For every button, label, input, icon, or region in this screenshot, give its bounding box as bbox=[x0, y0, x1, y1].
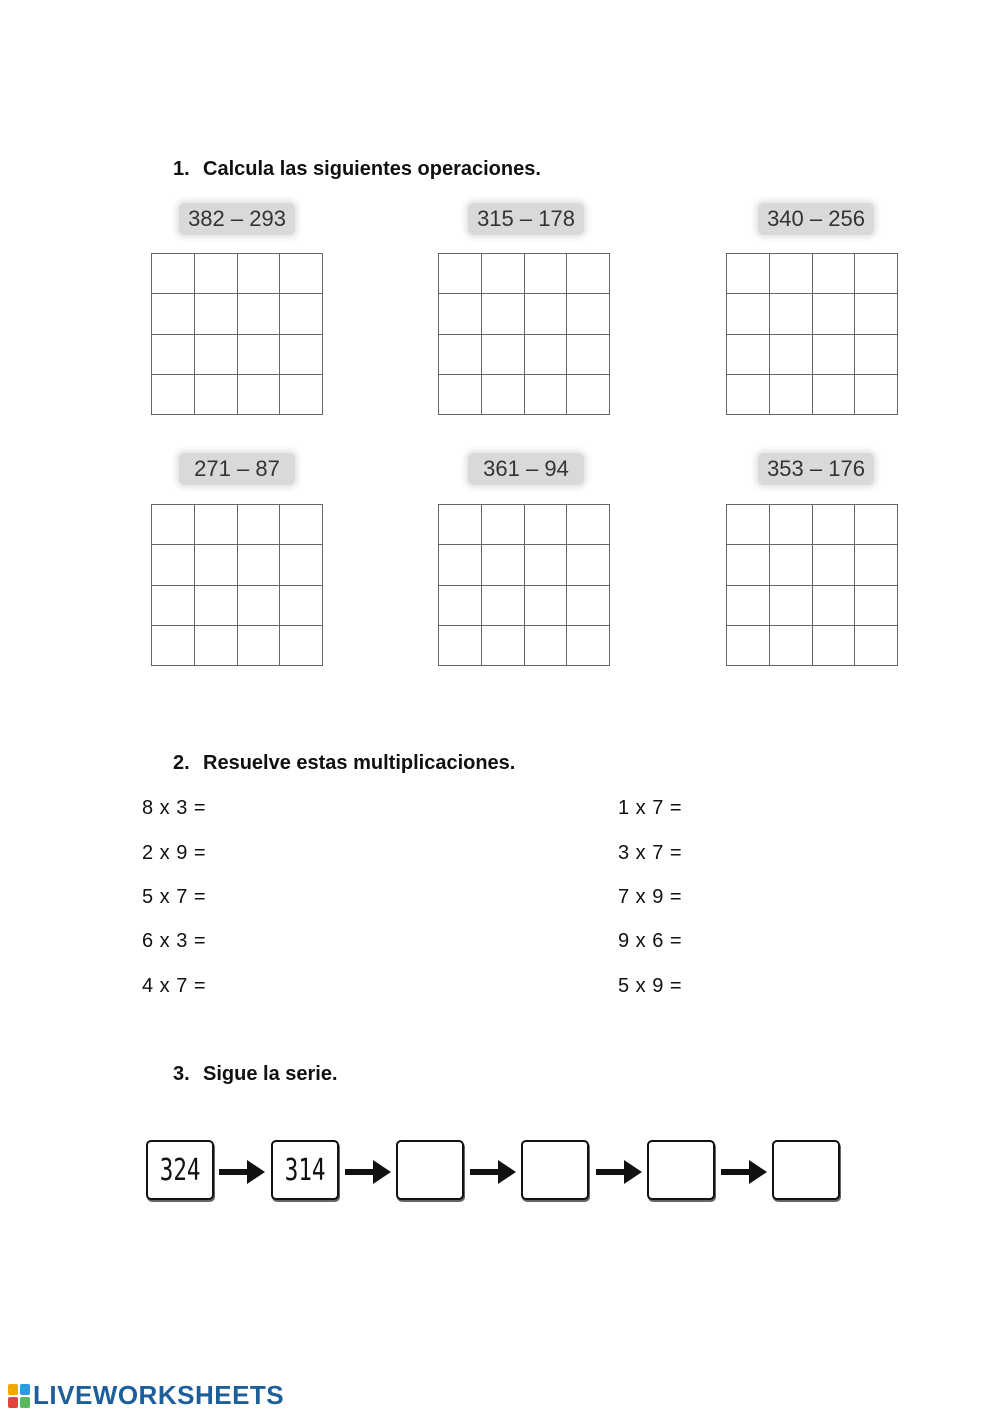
series-value: 324 bbox=[159, 1152, 201, 1188]
multiplication-item: 3 x 7 = bbox=[618, 842, 683, 864]
grid-cell[interactable] bbox=[525, 505, 568, 545]
grid-cell[interactable] bbox=[813, 505, 856, 545]
multiplication-item: 7 x 9 = bbox=[618, 886, 683, 908]
grid-cell[interactable] bbox=[195, 375, 238, 415]
arrow-right-icon bbox=[721, 1158, 769, 1186]
grid-cell[interactable] bbox=[813, 254, 856, 294]
grid-cell[interactable] bbox=[855, 254, 898, 294]
series-box-6[interactable] bbox=[772, 1140, 840, 1200]
grid-cell[interactable] bbox=[439, 586, 482, 626]
grid-cell[interactable] bbox=[727, 586, 770, 626]
grid-cell[interactable] bbox=[195, 626, 238, 666]
grid-cell[interactable] bbox=[567, 254, 610, 294]
grid-cell[interactable] bbox=[195, 586, 238, 626]
grid-cell[interactable] bbox=[195, 335, 238, 375]
series-box-3[interactable] bbox=[396, 1140, 464, 1200]
answer-grid-3[interactable] bbox=[726, 253, 898, 415]
grid-cell[interactable] bbox=[439, 545, 482, 585]
arrow-right-icon bbox=[219, 1158, 267, 1186]
grid-cell[interactable] bbox=[152, 375, 195, 415]
grid-cell[interactable] bbox=[567, 294, 610, 334]
grid-cell[interactable] bbox=[482, 505, 525, 545]
section-3-title: Sigue la serie. bbox=[203, 1063, 338, 1085]
grid-cell[interactable] bbox=[280, 545, 323, 585]
grid-cell[interactable] bbox=[195, 545, 238, 585]
grid-cell[interactable] bbox=[238, 545, 281, 585]
grid-cell[interactable] bbox=[152, 505, 195, 545]
section-1-number: 1. bbox=[173, 158, 190, 180]
answer-grid-4[interactable] bbox=[151, 504, 323, 666]
grid-cell[interactable] bbox=[813, 626, 856, 666]
grid-cell[interactable] bbox=[770, 294, 813, 334]
multiplication-item: 4 x 7 = bbox=[142, 975, 207, 997]
grid-cell[interactable] bbox=[727, 626, 770, 666]
grid-cell[interactable] bbox=[813, 294, 856, 334]
answer-grid-5[interactable] bbox=[438, 504, 610, 666]
grid-cell[interactable] bbox=[770, 254, 813, 294]
grid-cell[interactable] bbox=[280, 505, 323, 545]
arrow-right-icon bbox=[345, 1158, 393, 1186]
grid-cell[interactable] bbox=[727, 335, 770, 375]
series-value: 314 bbox=[284, 1152, 326, 1188]
grid-cell[interactable] bbox=[238, 626, 281, 666]
grid-cell[interactable] bbox=[482, 375, 525, 415]
section-1-title: Calcula las siguientes operaciones. bbox=[203, 158, 541, 180]
grid-cell[interactable] bbox=[727, 294, 770, 334]
grid-cell[interactable] bbox=[280, 586, 323, 626]
grid-cell[interactable] bbox=[195, 294, 238, 334]
grid-cell[interactable] bbox=[238, 505, 281, 545]
grid-cell[interactable] bbox=[727, 375, 770, 415]
answer-grid-6[interactable] bbox=[726, 504, 898, 666]
grid-cell[interactable] bbox=[439, 505, 482, 545]
grid-cell[interactable] bbox=[813, 335, 856, 375]
grid-cell[interactable] bbox=[727, 545, 770, 585]
operation-label-2: 315 – 178 bbox=[468, 203, 584, 235]
operation-label-5: 361 – 94 bbox=[468, 453, 584, 485]
answer-grid-1[interactable] bbox=[151, 253, 323, 415]
multiplication-item: 2 x 9 = bbox=[142, 842, 207, 864]
liveworksheets-logo-icon bbox=[8, 1384, 30, 1408]
grid-cell[interactable] bbox=[567, 375, 610, 415]
grid-cell[interactable] bbox=[238, 335, 281, 375]
series-box-4[interactable] bbox=[521, 1140, 589, 1200]
grid-cell[interactable] bbox=[439, 375, 482, 415]
series-box-5[interactable] bbox=[647, 1140, 715, 1200]
grid-cell[interactable] bbox=[238, 294, 281, 334]
multiplication-item: 9 x 6 = bbox=[618, 930, 683, 952]
grid-cell[interactable] bbox=[567, 586, 610, 626]
grid-cell[interactable] bbox=[567, 505, 610, 545]
grid-cell[interactable] bbox=[152, 586, 195, 626]
grid-cell[interactable] bbox=[567, 545, 610, 585]
grid-cell[interactable] bbox=[152, 626, 195, 666]
grid-cell[interactable] bbox=[727, 505, 770, 545]
grid-cell[interactable] bbox=[813, 586, 856, 626]
grid-cell[interactable] bbox=[770, 375, 813, 415]
grid-cell[interactable] bbox=[482, 545, 525, 585]
section-3-heading bbox=[173, 1063, 338, 1086]
grid-cell[interactable] bbox=[439, 626, 482, 666]
grid-cell[interactable] bbox=[152, 254, 195, 294]
grid-cell[interactable] bbox=[238, 586, 281, 626]
brand-name: LIVEWORKSHEETS bbox=[33, 1380, 285, 1410]
grid-cell[interactable] bbox=[280, 294, 323, 334]
grid-cell[interactable] bbox=[770, 335, 813, 375]
grid-cell[interactable] bbox=[482, 586, 525, 626]
multiplication-item: 6 x 3 = bbox=[142, 930, 207, 952]
operation-label-3: 340 – 256 bbox=[758, 203, 874, 235]
grid-cell[interactable] bbox=[855, 505, 898, 545]
answer-grid-2[interactable] bbox=[438, 253, 610, 415]
grid-cell[interactable] bbox=[855, 375, 898, 415]
operation-label-4: 271 – 87 bbox=[179, 453, 295, 485]
section-2-number: 2. bbox=[173, 752, 190, 774]
arrow-right-icon bbox=[596, 1158, 644, 1186]
grid-cell[interactable] bbox=[152, 545, 195, 585]
grid-cell[interactable] bbox=[482, 294, 525, 334]
grid-cell[interactable] bbox=[482, 254, 525, 294]
grid-cell[interactable] bbox=[855, 626, 898, 666]
grid-cell[interactable] bbox=[238, 254, 281, 294]
grid-cell[interactable] bbox=[770, 545, 813, 585]
grid-cell[interactable] bbox=[525, 335, 568, 375]
grid-cell[interactable] bbox=[525, 545, 568, 585]
grid-cell[interactable] bbox=[280, 375, 323, 415]
grid-cell[interactable] bbox=[770, 586, 813, 626]
grid-cell[interactable] bbox=[813, 375, 856, 415]
grid-cell[interactable] bbox=[280, 626, 323, 666]
section-3-number: 3. bbox=[173, 1063, 190, 1085]
grid-cell[interactable] bbox=[770, 626, 813, 666]
section-1-heading bbox=[173, 158, 541, 181]
grid-cell[interactable] bbox=[567, 626, 610, 666]
grid-cell[interactable] bbox=[280, 335, 323, 375]
grid-cell[interactable] bbox=[280, 254, 323, 294]
grid-cell[interactable] bbox=[855, 294, 898, 334]
grid-cell[interactable] bbox=[525, 626, 568, 666]
multiplication-item: 8 x 3 = bbox=[142, 797, 207, 819]
section-2-heading bbox=[173, 752, 515, 775]
grid-cell[interactable] bbox=[567, 335, 610, 375]
brand-logo[interactable] bbox=[8, 1380, 284, 1411]
grid-cell[interactable] bbox=[525, 294, 568, 334]
operation-label-1: 382 – 293 bbox=[179, 203, 295, 235]
grid-cell[interactable] bbox=[855, 586, 898, 626]
grid-cell[interactable] bbox=[238, 375, 281, 415]
grid-cell[interactable] bbox=[727, 254, 770, 294]
grid-cell[interactable] bbox=[525, 375, 568, 415]
multiplication-item: 5 x 9 = bbox=[618, 975, 683, 997]
multiplication-item: 1 x 7 = bbox=[618, 797, 683, 819]
grid-cell[interactable] bbox=[152, 335, 195, 375]
grid-cell[interactable] bbox=[813, 545, 856, 585]
grid-cell[interactable] bbox=[855, 545, 898, 585]
grid-cell[interactable] bbox=[195, 254, 238, 294]
section-2-title: Resuelve estas multiplicaciones. bbox=[203, 752, 516, 774]
grid-cell[interactable] bbox=[195, 505, 238, 545]
operation-label-6: 353 – 176 bbox=[758, 453, 874, 485]
multiplication-item: 5 x 7 = bbox=[142, 886, 207, 908]
grid-cell[interactable] bbox=[439, 294, 482, 334]
arrow-right-icon bbox=[470, 1158, 518, 1186]
grid-cell[interactable] bbox=[525, 586, 568, 626]
grid-cell[interactable] bbox=[439, 254, 482, 294]
grid-cell[interactable] bbox=[439, 335, 482, 375]
series-box-1 bbox=[146, 1140, 214, 1200]
grid-cell[interactable] bbox=[855, 335, 898, 375]
series-box-2 bbox=[271, 1140, 339, 1200]
grid-cell[interactable] bbox=[525, 254, 568, 294]
grid-cell[interactable] bbox=[770, 505, 813, 545]
grid-cell[interactable] bbox=[482, 335, 525, 375]
grid-cell[interactable] bbox=[482, 626, 525, 666]
grid-cell[interactable] bbox=[152, 294, 195, 334]
